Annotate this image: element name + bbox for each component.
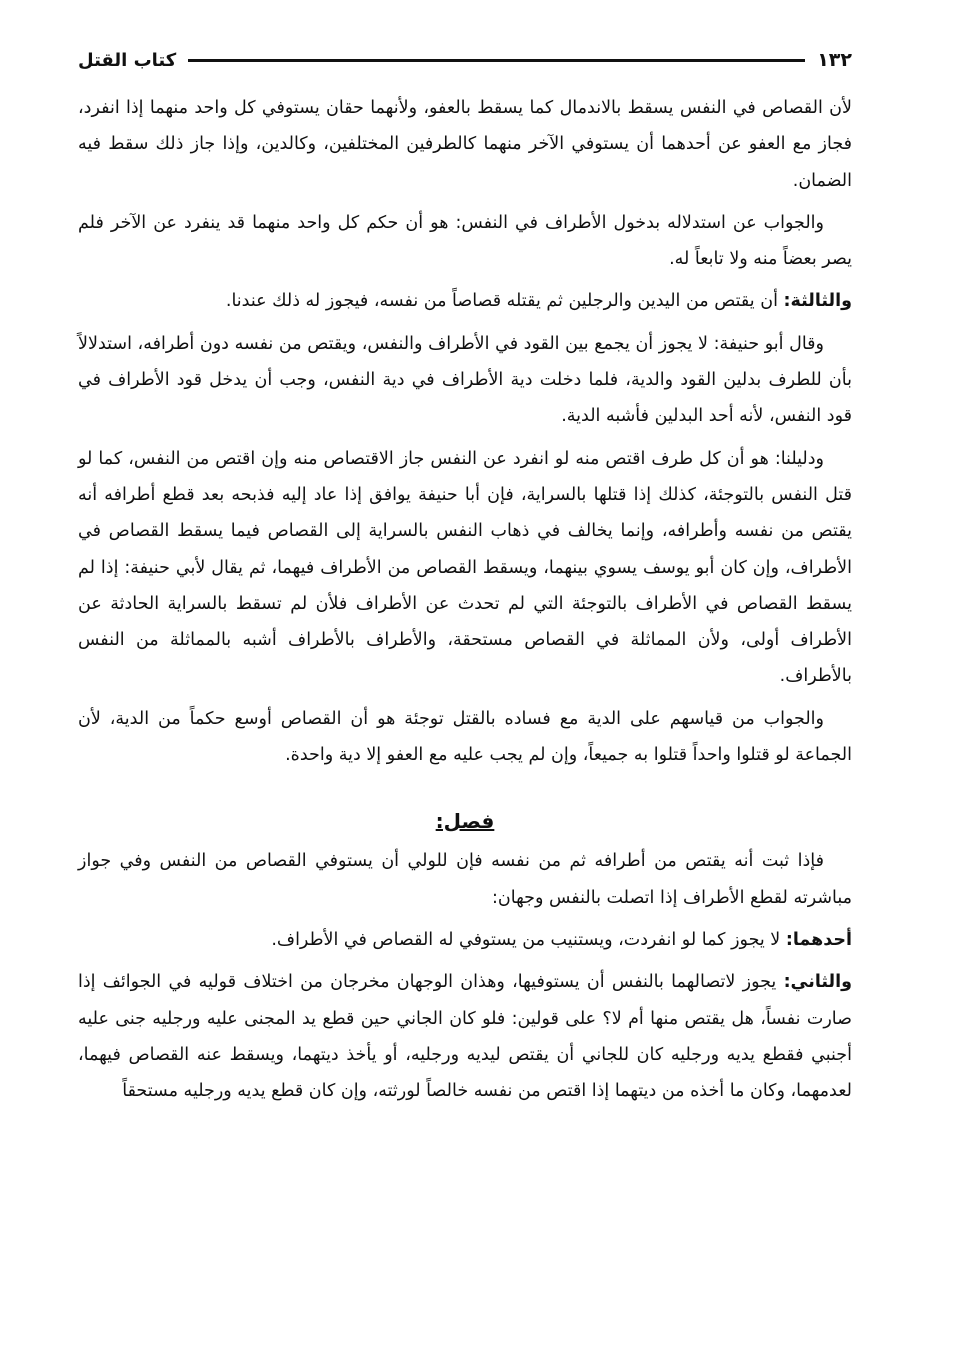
paragraph <box>78 964 852 1109</box>
page-number: ١٣٢ <box>817 49 852 71</box>
paragraph-text: وقال أبو حنيفة: لا يجوز أن يجمع بين القود في الأطراف والنفس، ويقتص من نفسه دون أطرافه، استدلالاً بأن للطرف بدلين القود والدية، فلما دخلت دية الأطراف في دية النفس، وجب أن يدخل قود الأطراف في قود النفس، لأنه أحد البدلين فأشبه الدية. <box>78 333 852 427</box>
paragraph <box>78 283 852 319</box>
paragraph-text: لأن القصاص في النفس يسقط بالاندمال كما يسقط بالعفو، ولأنهما حقان يستوفي كل واحد منهما إذا انفرد، فجاز مع العفو عن أحدهما أن يستوفي الآخر منهما كالطرفين المختلفين، وكالدين، وإذا جاز ذلك سقط فيه الضمان. <box>78 98 852 191</box>
paragraph <box>78 441 852 695</box>
paragraphs-after-section <box>78 843 852 1109</box>
paragraph-text: والجواب عن استدلاله بدخول الأطراف في النفس: هو أن حكم كل واحد منهما قد ينفرد عن الآخر فلم يصر بعضاً منه ولا تابعاً له. <box>78 212 852 270</box>
header-rule <box>188 59 805 62</box>
paragraph <box>78 843 852 916</box>
paragraph-text: فإذا ثبت أنه يقتص من أطرافه ثم من نفسه فإن للولي أن يستوفي القصاص من النفس وفي جواز مباشرته لقطع الأطراف إذا اتصلت بالنفس وجهان: <box>78 851 852 908</box>
paragraph-lead: أحدهما: <box>785 929 852 950</box>
section-heading: فصل: <box>435 809 495 834</box>
paragraph <box>78 701 852 774</box>
book-page <box>78 44 852 1115</box>
paragraph <box>78 90 852 199</box>
paragraphs-before-section <box>78 90 852 773</box>
paragraph <box>78 205 852 278</box>
paragraph-text: والجواب من قياسهم على الدية مع فساده بالقتل توجئة هو أن القصاص أوسع حكماً من الدية، لأن الجماعة لو قتلوا واحداً قتلوا به جميعاً، وإن لم يجب عليه مع العفو إلا دية واحدة. <box>78 708 852 766</box>
running-title: كتاب القتل <box>78 49 177 71</box>
paragraph-lead: والثاني: <box>783 972 852 993</box>
paragraph-text: ودليلنا: هو أن كل طرف اقتص منه لو انفرد عن النفس جاز الاقتصاص منه وإن اقتص من النفس، كما لو قتل النفس بالتوجئة، كذلك إذا قتلها بالسراية، فإن أبا حنيفة يوافق إذا عاد إليه فذبحه بعد قطع أطرافه أنه يقتص من نفسه وأطرافه، وإنما يخالف في ذهاب النفس بالسراية إلى القصاص فيما يسقط القصاص في الأطراف، وإن كان أبو يوسف يسوي بينهما، ويسقط القصاص من الأطراف فيهما، ثم يقال لأبي حنيفة: إذا لم يسقط القصاص في الأطراف بالتوجئة التي لم تحدث عن الأطراف فلأن لم تسقط بالسراية الحادثة عن الأطراف أولى، ولأن المماثلة في القصاص مستحقة، والأطراف بالأطراف أشبه بالمماثلة من النفس بالأطراف. <box>78 448 852 687</box>
paragraph-text: أن يقتص من اليدين والرجلين ثم يقتله قصاصاً من نفسه، فيجوز له ذلك عندنا. <box>225 291 784 312</box>
paragraph-text: لا يجوز كما لو انفردت، ويستنيب من يستوفي له القصاص في الأطراف. <box>271 929 786 950</box>
paragraph <box>78 326 852 435</box>
paragraph-text: يجوز لاتصالهما بالنفس أن يستوفيها، وهذان الوجهان مخرجان من اختلاف قوليه في الجوائف إذا صارت نفساً، هل يقتص منها أم لا؟ على قولين: فلو كان الجاني حين قطع يد المجنى عليه ورجليه جنى عليه أجنبي فقطع يديه ورجليه كان للجاني أن يقتص ليديه ورجليه، أو يأخذ ديتهما، ويسقط عنه القصاص فيهما، لعدمهما، وكان ما أخذه من ديتهما إذا اقتص من نفسه خالصاً لورثته، وإن كان قطع يديه ورجليه مستحقاً <box>78 972 852 1102</box>
page-header <box>78 44 852 76</box>
paragraph <box>78 922 852 958</box>
page-body <box>78 90 852 1109</box>
paragraph-lead: والثالثة: <box>783 291 852 312</box>
